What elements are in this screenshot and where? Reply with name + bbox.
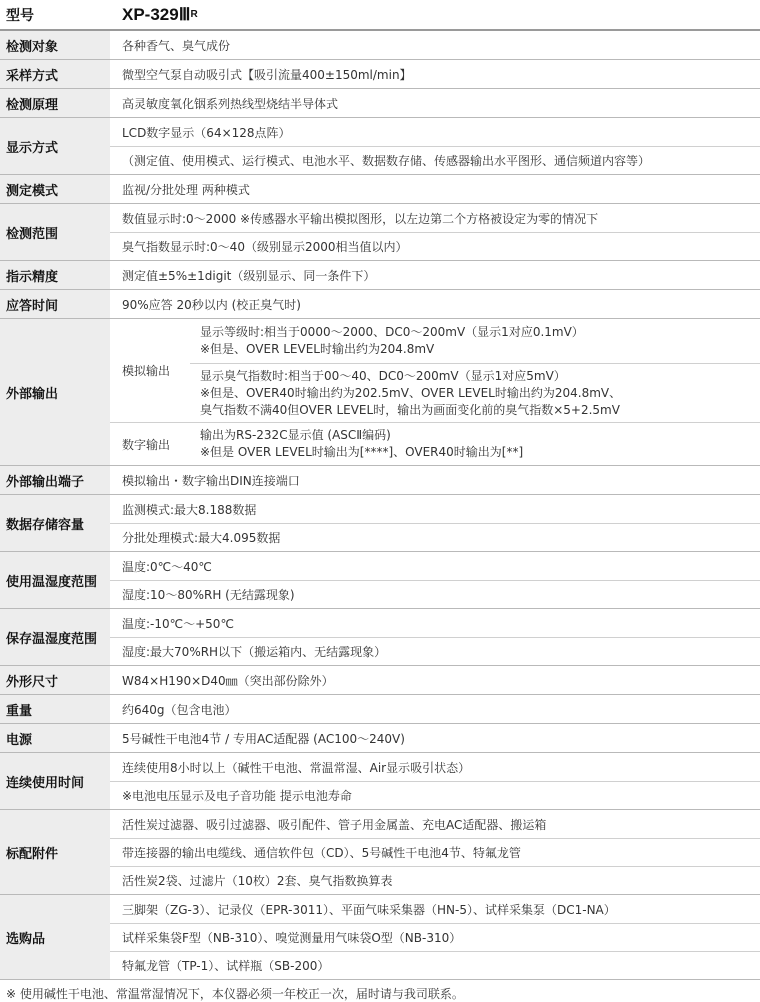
row-value: 约640g（包含电池） (122, 702, 237, 717)
row-values (110, 466, 760, 494)
spec-row (0, 175, 760, 204)
row-label: 测定模式 (0, 175, 110, 203)
spec-rows-lower (0, 466, 760, 980)
row-label: 外形尺寸 (0, 666, 110, 694)
row-label: 检测原理 (0, 89, 110, 117)
row-label: 重量 (0, 695, 110, 723)
row-value: 活性炭2袋、过滤片（10枚）2套、臭气指数换算表 (110, 866, 760, 894)
analog-output-block (190, 363, 760, 422)
row-label: 显示方式 (0, 118, 110, 174)
row-value: 三脚架（ZG-3）、记录仪（EPR-3011）、平面气味采集器（HN-5）、试样采集泵（DC1-NA） (122, 902, 616, 917)
analog-output-text: ※但是、OVER LEVEL时输出约为204.8mV (200, 342, 435, 356)
row-value: 湿度:10～80%RH (无结露现象) (110, 580, 760, 608)
row-label: 标配附件 (0, 810, 110, 894)
row-label: 选购品 (0, 895, 110, 979)
row-value: 监视/分批处理 两种模式 (122, 182, 250, 197)
row-label: 检测对象 (0, 31, 110, 59)
spec-row (0, 204, 760, 261)
row-label: 电源 (0, 724, 110, 752)
digital-output-text: 输出为RS-232C显示值 (ASCⅡ编码) (200, 428, 391, 442)
spec-row (0, 695, 760, 724)
spec-row (0, 31, 760, 60)
row-value: LCD数字显示（64×128点阵） (122, 125, 291, 140)
row-value: 湿度:最大70%RH以下（搬运箱内、无结露现象） (110, 637, 760, 665)
row-label: 使用温湿度范围 (0, 552, 110, 608)
row-label: 指示精度 (0, 261, 110, 289)
row-label: 连续使用时间 (0, 753, 110, 809)
row-values (110, 60, 760, 88)
row-value: 连续使用8小时以上（碱性干电池、常温常湿、Air显示吸引状态） (122, 760, 471, 775)
analog-output-text: 显示臭气指数时:相当于00～40、DC0～200mV（显示1对应5mV） (200, 368, 566, 383)
row-values (110, 261, 760, 289)
row-values (110, 810, 760, 894)
row-value: 5号碱性干电池4节 / 专用AC适配器 (AC100～240V) (122, 731, 405, 746)
row-values (110, 895, 760, 979)
row-value: 带连接器的输出电缆线、通信软件包（CD）、5号碱性干电池4节、特氟龙管 (110, 838, 760, 866)
spec-row (0, 60, 760, 89)
analog-output-text: 臭气指数不满40但OVER LEVEL时，输出为画面变化前的臭气指数×5+2.5mV (200, 402, 620, 417)
analog-output-block (190, 319, 760, 363)
digital-output-block (190, 423, 760, 465)
row-values (110, 290, 760, 318)
row-value: 试样采集袋F型（NB-310）、嗅觉测量用气味袋O型（NB-310） (110, 923, 760, 951)
row-value: 监测模式:最大8.188数据 (122, 502, 257, 517)
row-value: 测定值±5%±1digit（级别显示、同一条件下） (122, 268, 376, 283)
spec-row (0, 609, 760, 666)
spec-row (0, 89, 760, 118)
row-values (110, 695, 760, 723)
row-value: 分批处理模式:最大4.095数据 (110, 523, 760, 551)
row-label: 检测范围 (0, 204, 110, 260)
row-values (110, 753, 760, 809)
spec-row (0, 261, 760, 290)
row-values (110, 89, 760, 117)
row-value: （测定值、使用模式、运行模式、电池水平、数据数存储、传感器输出水平图形、通信频道内容等） (110, 146, 760, 174)
spec-row (0, 666, 760, 695)
digital-output-label: 数字输出 (122, 437, 171, 452)
row-value: ※电池电压显示及电子音功能 提示电池寿命 (110, 781, 760, 809)
row-value: 各种香气、臭气成份 (122, 38, 231, 53)
analog-output-row (110, 319, 760, 422)
analog-output-text: 显示等级时:相当于0000～2000、DC0～200mV（显示1对应0.1mV） (200, 325, 584, 339)
row-value: 微型空气泵自动吸引式【吸引流量400±150ml/min】 (122, 67, 412, 82)
row-values (110, 666, 760, 694)
spec-row (0, 895, 760, 980)
row-value: 模拟输出・数字输出DIN连接端口 (122, 473, 300, 488)
row-values (110, 175, 760, 203)
row-values (110, 204, 760, 260)
row-value: 90%应答 20秒以内 (校正臭气时) (122, 297, 301, 312)
analog-output-label: 模拟输出 (122, 364, 171, 378)
spec-row (0, 753, 760, 810)
spec-rows-upper (0, 31, 760, 319)
spec-row (0, 495, 760, 552)
spec-row (0, 290, 760, 319)
row-value: 温度:0℃～40℃ (122, 559, 212, 574)
row-value: 温度:-10℃～+50℃ (122, 616, 234, 631)
spec-row (0, 466, 760, 495)
model-label: 型号 (0, 0, 110, 29)
model-name-text: XP-329Ⅲ (122, 4, 191, 24)
row-values (110, 724, 760, 752)
row-label: 外部输出 (0, 319, 110, 465)
spec-row (0, 810, 760, 895)
spec-row (0, 552, 760, 609)
row-values (110, 609, 760, 665)
row-label: 应答时间 (0, 290, 110, 318)
row-label: 保存温湿度范围 (0, 609, 110, 665)
row-value: 臭气指数显示时:0～40（级别显示2000相当值以内） (110, 232, 760, 260)
digital-output-row (110, 422, 760, 465)
row-values (110, 495, 760, 551)
row-label: 数据存储容量 (0, 495, 110, 551)
row-value: 活性炭过滤器、吸引过滤器、吸引配件、管子用金属盖、充电AC适配器、搬运箱 (122, 817, 547, 832)
spec-header-row (0, 0, 760, 31)
external-output-values (110, 319, 760, 465)
spec-row-external-output (0, 319, 760, 466)
row-values (110, 552, 760, 608)
row-value: 高灵敏度氧化铟系列热线型烧结半导体式 (122, 96, 339, 111)
row-label: 外部输出端子 (0, 466, 110, 494)
model-name (110, 0, 198, 29)
row-value: 特氟龙管（TP-1）、试样瓶（SB-200） (110, 951, 760, 979)
spec-row (0, 724, 760, 753)
spec-row (0, 118, 760, 175)
digital-output-values (190, 423, 760, 465)
row-values (110, 31, 760, 59)
row-values (110, 118, 760, 174)
footnote: ※ 使用碱性干电池、常温常湿情况下，本仪器必须一年校正一次，届时请与我司联系。 (6, 987, 464, 1001)
model-name-suffix: R (190, 9, 198, 20)
analog-output-text: ※但是、OVER40时输出约为202.5mV、OVER LEVEL时输出约为204.8mV、 (200, 385, 622, 400)
row-value: W84×H190×D40㎜（突出部份除外） (122, 673, 334, 688)
row-label: 采样方式 (0, 60, 110, 88)
analog-output-values (190, 319, 760, 422)
row-value: 数值显示时:0～2000 ※传感器水平输出模拟图形，以左边第二个方格被设定为零的情况下 (122, 211, 599, 226)
digital-output-text: ※但是 OVER LEVEL时输出为[****]、OVER40时输出为[**] (200, 445, 524, 459)
